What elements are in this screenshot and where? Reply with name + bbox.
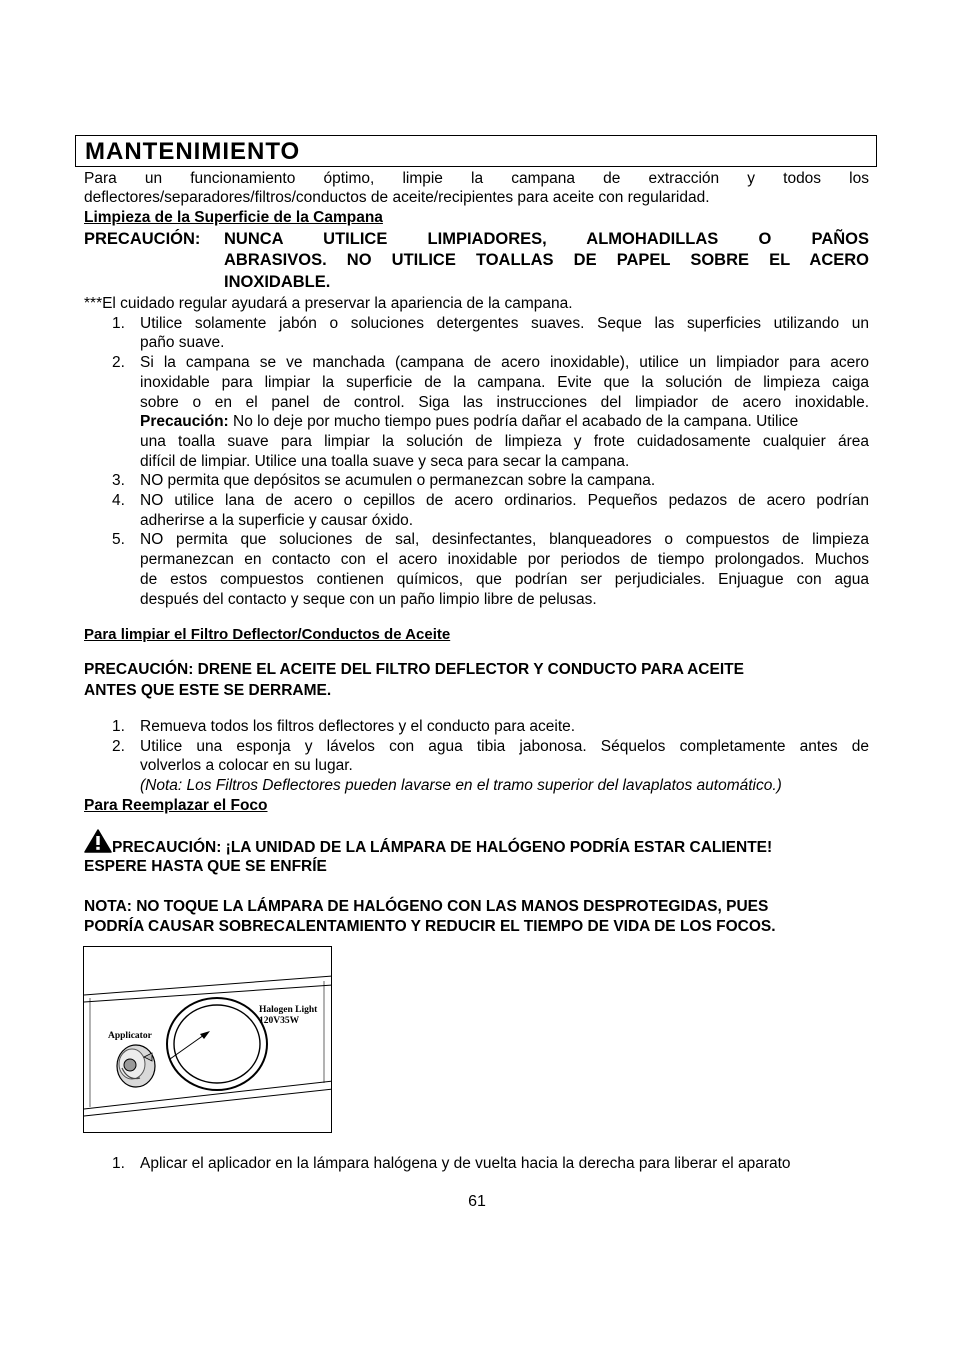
surface-caution-line-3: INOXIDABLE. [224, 273, 331, 291]
filter-item-number: 2. [112, 738, 125, 755]
surface-caution-line-2: ABRASIVOS. NO UTILICE TOALLAS DE PAPEL SOBRE EL ACERO [224, 251, 869, 269]
filter-heading: Para limpiar el Filtro Deflector/Conductos de Aceite [84, 626, 451, 643]
surface-item-3-line: NO permita que depósitos se acumulen o permanezcan sobre la campana. [140, 472, 656, 489]
section-title-box [75, 135, 877, 167]
halogen-label-line-2: 120V35W [259, 1016, 300, 1026]
bulb-caution-line-1: PRECAUCIÓN: ¡LA UNIDAD DE LA LÁMPARA DE HALÓGENO PODRÍA ESTAR CALIENTE! [112, 839, 773, 856]
surface-item-5-line: de estos compuestos contienen químicos, que podrían ser perjudiciales. Enjuague con agua [140, 571, 869, 588]
surface-item-2-line: Si la campana se ve manchada (campana de acero inoxidable), utilice un limpiador para acero [140, 354, 869, 371]
filter-caution-line-2: ANTES QUE ESTE SE DERRAME. [84, 682, 332, 699]
surface-item-1-line: paño suave. [140, 334, 225, 351]
applicator-label: Applicator [108, 1031, 152, 1041]
bulb-heading: Para Reemplazar el Foco [84, 797, 268, 814]
surface-item-5-line: después del contacto y seque con un paño limpio libre de pelusas. [140, 591, 597, 608]
surface-item-2-bold-label: Precaución: [140, 413, 229, 430]
intro-line-1: Para un funcionamiento óptimo, limpie la campana de extracción y todos los [84, 170, 869, 187]
surface-heading: Limpieza de la Superficie de la Campana [84, 209, 383, 226]
surface-item-5-line: NO permita que soluciones de sal, desinfectantes, blanqueadores o compuestos de limpieza [140, 531, 869, 548]
surface-item-2-caution-line [140, 412, 869, 432]
bulb-nota-line-1: NOTA: NO TOQUE LA LÁMPARA DE HALÓGENO CON LAS MANOS DESPROTEGIDAS, PUES [84, 898, 769, 915]
halogen-diagram [84, 947, 332, 1133]
surface-item-2-caution-text: No lo deje por mucho tiempo pues podría dañar el acabado de la campana. Utilice [228, 413, 799, 430]
surface-item-number: 3. [112, 472, 125, 489]
bulb-item-1-line: Aplicar el aplicador en la lámpara halógena y de vuelta hacia la derecha para liberar el aparato [140, 1155, 791, 1172]
filter-item-2-line: volverlos a colocar en su lugar. [140, 757, 353, 774]
surface-item-number: 2. [112, 354, 125, 371]
filter-caution-line-1: PRECAUCIÓN: DRENE EL ACEITE DEL FILTRO DEFLECTOR Y CONDUCTO PARA ACEITE [84, 661, 744, 678]
intro-line-2: deflectores/separadores/filtros/conductos de aceite/recipientes para aceite con regularidad. [84, 189, 710, 206]
bulb-nota-line-2: PODRÍA CAUSAR SOBRECALENTAMIENTO Y REDUCIR EL TIEMPO DE VIDA DE LOS FOCOS. [84, 918, 776, 935]
bulb-item-number: 1. [112, 1155, 125, 1172]
surface-item-1-line: Utilice solamente jabón o soluciones detergentes suaves. Seque las superficies utilizando un [140, 315, 869, 332]
surface-item-4-line: NO utilice lana de acero o cepillos de acero ordinarios. Pequeños pedazos de acero podrían [140, 492, 869, 509]
filter-item-1-line: Remueva todos los filtros deflectores y el conducto para aceite. [140, 718, 576, 735]
halogen-figure [83, 946, 332, 1133]
warning-triangle-icon [84, 829, 112, 853]
halogen-label-line-1: Halogen Light [259, 1005, 318, 1015]
filter-item-number: 1. [112, 718, 125, 735]
surface-item-number: 1. [112, 315, 125, 332]
section-title: MANTENIMIENTO [85, 138, 301, 165]
filter-item-2-line: Utilice una esponja y lávelos con agua tibia jabonosa. Séquelos completamente antes de [140, 738, 869, 755]
bulb-caution-line-2: ESPERE HASTA QUE SE ENFRÍE [84, 858, 327, 875]
filter-note: (Nota: Los Filtros Deflectores pueden lavarse en el tramo superior del lavaplatos automático.) [140, 777, 782, 794]
surface-note: ***El cuidado regular ayudará a preservar la apariencia de la campana. [84, 295, 573, 312]
surface-item-number: 4. [112, 492, 125, 509]
surface-item-4-line: adherirse a la superficie y causar óxido. [140, 512, 414, 529]
surface-item-2-line: una toalla suave para limpiar la solución de limpieza y frote cuidadosamente cualquier área [140, 433, 869, 450]
page-number: 61 [468, 1193, 486, 1210]
surface-item-2-line: sobre o en el panel de control. Siga las instrucciones del limpiador de acero inoxidable. [140, 394, 869, 411]
surface-item-2-line: difícil de limpiar. Utilice una toalla suave y seca para secar la campana. [140, 453, 630, 470]
surface-caution-label: PRECAUCIÓN: [84, 230, 201, 248]
surface-item-2-line: inoxidable para limpiar la superficie de la campana. Evite que la solución de limpieza caiga [140, 374, 869, 391]
surface-item-number: 5. [112, 531, 125, 548]
surface-item-5-line: permanezcan en contacto con el acero inoxidable por periodos de tiempo prolongados. Muchos [140, 551, 869, 568]
surface-caution-line-1: NUNCA UTILICE LIMPIADORES, ALMOHADILLAS O PAÑOS [224, 230, 869, 248]
